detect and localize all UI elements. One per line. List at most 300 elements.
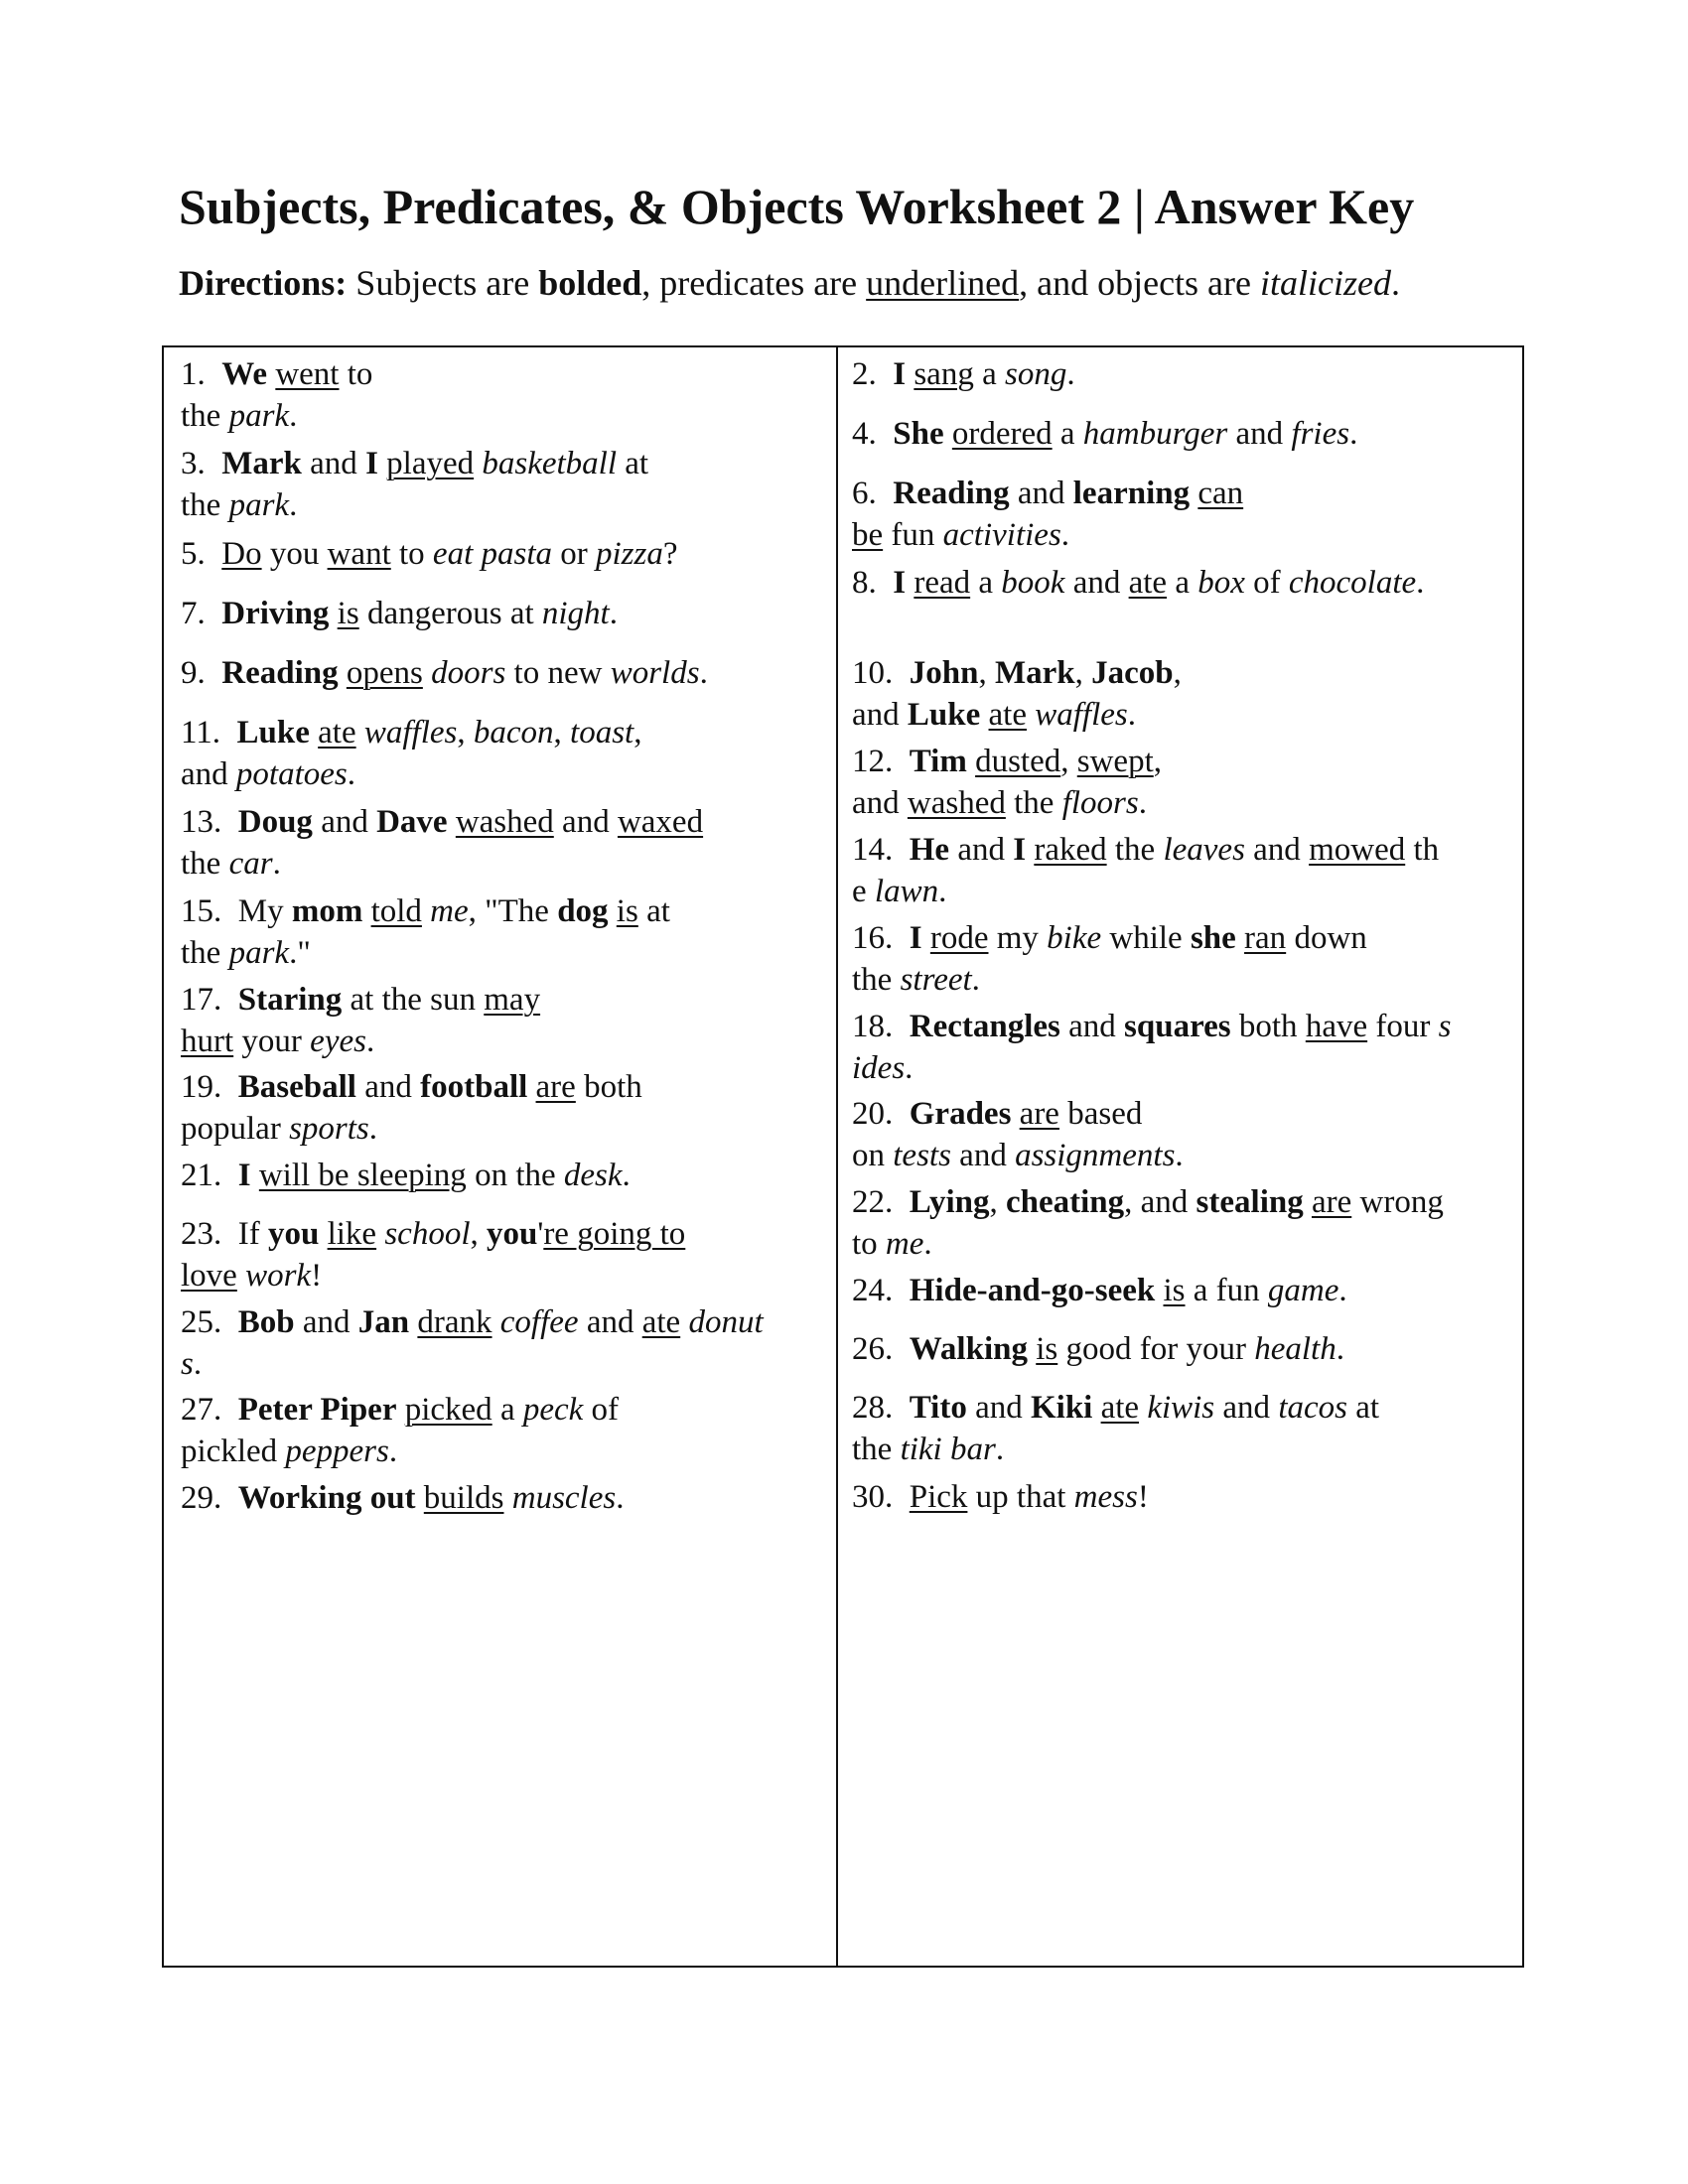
underlined-text: ate — [1100, 1390, 1140, 1426]
answer-item-19 — [181, 1066, 642, 1150]
italic-text: tacos — [1278, 1390, 1347, 1426]
plain-text: . — [971, 962, 980, 998]
italic-text: assignments — [1015, 1138, 1176, 1173]
bold-text: She — [893, 416, 944, 452]
answer-item-7 — [181, 593, 618, 634]
bold-text: Working out — [237, 1480, 416, 1516]
bold-text: Hide-and-go-seek — [909, 1273, 1156, 1308]
bold-text: John — [909, 655, 979, 691]
plain-text: to new — [505, 655, 611, 691]
plain-text: and — [294, 1304, 358, 1340]
plain-text: both — [1230, 1009, 1306, 1044]
bold-text: Lying — [909, 1184, 990, 1220]
plain-text: ! — [311, 1258, 323, 1294]
italic-text: doors — [431, 655, 506, 691]
answer-line — [181, 979, 540, 1021]
bold-text: Mark — [994, 655, 1075, 691]
italic-text: bacon — [473, 715, 554, 751]
underlined-text: Pick — [909, 1479, 968, 1515]
bold-text: Staring — [237, 982, 343, 1018]
bold-text: Luke — [236, 715, 310, 751]
directions-italic-text: italicized — [1260, 263, 1391, 303]
bold-text: I — [237, 1158, 251, 1193]
bold-text: We — [221, 356, 268, 392]
plain-text — [492, 1304, 500, 1340]
plain-text: 15. My — [181, 893, 292, 929]
underlined-text: are — [1311, 1184, 1352, 1220]
plain-text: 12. — [852, 744, 910, 779]
answer-line — [852, 1270, 1347, 1311]
plain-text: 22. — [852, 1184, 910, 1220]
italic-text: desk — [563, 1158, 623, 1193]
answer-item-5 — [181, 533, 678, 575]
plain-text: while — [1101, 920, 1191, 956]
plain-text — [339, 655, 347, 691]
plain-text: , — [1060, 744, 1077, 779]
plain-text: . — [1336, 1331, 1344, 1367]
plain-text: th — [1405, 832, 1440, 868]
underlined-text: have — [1305, 1009, 1368, 1044]
plain-text: pickled — [181, 1433, 286, 1469]
answer-line — [181, 1477, 624, 1519]
plain-text: , and — [1124, 1184, 1196, 1220]
directions-plain-text: Subjects are — [347, 263, 539, 303]
plain-text: ' — [537, 1216, 544, 1252]
underlined-text: ate — [318, 715, 356, 751]
answer-line — [852, 1328, 1344, 1370]
plain-text: . — [272, 846, 281, 882]
plain-text — [362, 893, 370, 929]
plain-text: down — [1286, 920, 1367, 956]
plain-text: 14. — [852, 832, 910, 868]
italic-text: donut — [688, 1304, 764, 1340]
underlined-text: hurt — [181, 1024, 234, 1059]
answer-item-22 — [852, 1181, 1444, 1265]
bold-text: Walking — [909, 1331, 1028, 1367]
underlined-text: mowed — [1309, 832, 1406, 868]
page-title: Subjects, Predicates, & Objects Worksheet 2 | Answer Key — [179, 179, 1415, 234]
plain-text: the — [1005, 785, 1062, 821]
plain-text: 11. — [181, 715, 237, 751]
italic-text: s — [181, 1346, 194, 1382]
plain-text: 28. — [852, 1390, 910, 1426]
plain-text — [1155, 1273, 1163, 1308]
answer-line — [852, 1093, 1184, 1135]
plain-text: a — [1052, 416, 1083, 452]
plain-text: 5. — [181, 536, 222, 572]
plain-text: . — [365, 1024, 375, 1059]
plain-text — [422, 893, 430, 929]
directions-plain-text: , and objects are — [1019, 263, 1261, 303]
plain-text: good for your — [1057, 1331, 1255, 1367]
answer-line — [181, 1431, 619, 1472]
answer-line — [852, 1135, 1184, 1176]
bold-text: Jacob — [1091, 655, 1174, 691]
plain-text: . — [289, 487, 298, 523]
plain-text: . — [938, 874, 947, 909]
italic-text: lawn — [874, 874, 939, 909]
plain-text: a — [492, 1392, 523, 1428]
answer-line — [852, 1476, 1149, 1518]
plain-text — [609, 893, 617, 929]
bold-text: He — [909, 832, 950, 868]
plain-text: . — [347, 756, 355, 792]
italic-text: leaves — [1163, 832, 1245, 868]
underlined-text: will be sleeping — [258, 1158, 467, 1193]
plain-text — [967, 744, 975, 779]
bold-text: learning — [1072, 476, 1191, 511]
answer-line — [852, 1429, 1379, 1470]
plain-text: 21. — [181, 1158, 238, 1193]
plain-text: 10. — [852, 655, 910, 691]
bold-text: Driving — [221, 596, 330, 631]
underlined-text: are — [1019, 1096, 1059, 1132]
bold-text: squares — [1124, 1009, 1231, 1044]
plain-text: a — [1167, 565, 1198, 601]
plain-text: based — [1058, 1096, 1143, 1132]
bold-text: football — [420, 1069, 528, 1105]
bold-text: dog — [557, 893, 609, 929]
plain-text — [1092, 1390, 1100, 1426]
underlined-text: played — [386, 446, 475, 481]
bold-text: Doug — [237, 804, 313, 840]
answer-item-4 — [852, 413, 1357, 455]
italic-text: song — [1005, 356, 1067, 392]
bold-text: you — [267, 1216, 320, 1252]
italic-text: tests — [893, 1138, 951, 1173]
plain-text: 23. If — [181, 1216, 268, 1252]
answer-item-6 — [852, 473, 1243, 556]
plain-text: 7. — [181, 596, 222, 631]
underlined-text: went — [275, 356, 340, 392]
plain-text: 26. — [852, 1331, 910, 1367]
answer-line — [852, 413, 1357, 455]
italic-text: coffee — [499, 1304, 579, 1340]
column-divider — [836, 347, 838, 1966]
plain-text: four — [1367, 1009, 1439, 1044]
plain-text: up that — [967, 1479, 1074, 1515]
plain-text — [944, 416, 952, 452]
plain-text: and — [852, 785, 908, 821]
bold-text: I — [365, 446, 378, 481]
italic-text: eyes — [310, 1024, 366, 1059]
underlined-text: ate — [988, 697, 1027, 733]
italic-text: waffles — [1035, 697, 1128, 733]
answer-item-28 — [852, 1387, 1379, 1470]
underlined-text: drank — [417, 1304, 492, 1340]
italic-text: work — [245, 1258, 312, 1294]
plain-text: . — [1175, 1138, 1184, 1173]
bold-text: Luke — [907, 697, 981, 733]
directions-text — [347, 263, 1400, 303]
answer-item-18 — [852, 1006, 1451, 1089]
answer-line — [181, 1389, 619, 1431]
italic-text: car — [228, 846, 273, 882]
plain-text — [1236, 920, 1244, 956]
plain-text: dangerous at — [358, 596, 542, 631]
plain-text: , — [553, 715, 571, 751]
plain-text: or — [552, 536, 596, 572]
bold-text: Kiki — [1030, 1390, 1093, 1426]
plain-text: . — [609, 596, 618, 631]
plain-text: 30. — [852, 1479, 910, 1515]
plain-text — [980, 697, 988, 733]
bold-text: Tim — [909, 744, 967, 779]
plain-text: my — [988, 920, 1048, 956]
answer-item-3 — [181, 443, 648, 526]
plain-text: to — [852, 1226, 886, 1262]
plain-text: of — [583, 1392, 620, 1428]
underlined-text: picked — [404, 1392, 492, 1428]
plain-text: 9. — [181, 655, 222, 691]
plain-text: ." — [289, 935, 311, 971]
answer-line — [852, 959, 1367, 1001]
plain-text: popular — [181, 1111, 290, 1147]
answer-line — [181, 1155, 631, 1196]
plain-text: the — [852, 962, 901, 998]
underlined-text: opens — [346, 655, 423, 691]
bold-text: Mark — [221, 446, 302, 481]
answer-line — [181, 484, 648, 526]
answer-line — [181, 1301, 764, 1343]
directions-bold-text: bolded — [538, 263, 642, 303]
italic-text: bike — [1047, 920, 1102, 956]
answer-line — [181, 932, 670, 974]
plain-text: to — [339, 356, 373, 392]
italic-text: activities — [942, 517, 1061, 553]
plain-text: . — [388, 1433, 398, 1469]
plain-text: the — [181, 935, 229, 971]
plain-text: and — [966, 1390, 1031, 1426]
plain-text: and — [852, 697, 908, 733]
answer-item-27 — [181, 1389, 619, 1472]
answer-line — [852, 871, 1439, 912]
underlined-text: ate — [641, 1304, 681, 1340]
answer-line — [181, 890, 670, 932]
answer-line — [181, 843, 703, 885]
italic-text: s — [1438, 1009, 1452, 1044]
bold-text: I — [893, 565, 907, 601]
plain-text: , — [470, 1216, 487, 1252]
italic-text: toast — [570, 715, 634, 751]
underlined-text: rode — [929, 920, 989, 956]
answer-item-1 — [181, 353, 372, 437]
plain-text: you — [261, 536, 328, 572]
bold-text: you — [487, 1216, 538, 1252]
underlined-text: is — [1036, 1331, 1058, 1367]
plain-text — [378, 446, 386, 481]
plain-text: 27. — [181, 1392, 238, 1428]
answer-line — [181, 801, 703, 843]
directions — [179, 260, 1400, 307]
plain-text — [1028, 1331, 1036, 1367]
plain-text: and — [301, 446, 366, 481]
answer-item-24 — [852, 1270, 1347, 1311]
bold-text: Grades — [909, 1096, 1012, 1132]
plain-text: at — [1346, 1390, 1380, 1426]
plain-text: 4. — [852, 416, 894, 452]
plain-text — [396, 1392, 404, 1428]
directions-underlined-text: underlined — [866, 263, 1020, 303]
answer-item-30 — [852, 1476, 1149, 1518]
plain-text: . — [1138, 785, 1147, 821]
answer-item-23 — [181, 1213, 685, 1297]
bold-text: she — [1190, 920, 1236, 956]
bold-text: Bob — [237, 1304, 295, 1340]
plain-text: . — [1066, 356, 1075, 392]
italic-text: eat pasta — [432, 536, 552, 572]
answer-item-11 — [181, 712, 641, 795]
underlined-text: can — [1197, 476, 1244, 511]
italic-text: waffles — [363, 715, 458, 751]
answer-item-29 — [181, 1477, 624, 1519]
answer-line — [852, 353, 1075, 395]
plain-text: and — [950, 1138, 1016, 1173]
underlined-text: be — [852, 517, 884, 553]
underlined-text: washed — [455, 804, 554, 840]
directions-plain-text: , predicates are — [641, 263, 867, 303]
answer-item-9 — [181, 652, 708, 694]
underlined-text: may — [484, 982, 541, 1018]
italic-text: box — [1197, 565, 1245, 601]
plain-text: a fun — [1185, 1273, 1268, 1308]
answer-line — [181, 533, 678, 575]
bold-text: Rectangles — [909, 1009, 1060, 1044]
underlined-text: told — [370, 893, 422, 929]
plain-text: . — [1127, 697, 1137, 733]
italic-text: potatoes — [235, 756, 348, 792]
plain-text: and — [578, 1304, 642, 1340]
plain-text — [251, 1158, 259, 1193]
plain-text: , — [1153, 744, 1162, 779]
plain-text: . — [289, 398, 298, 434]
underlined-text: ran — [1244, 920, 1287, 956]
bold-text: Baseball — [237, 1069, 356, 1105]
answer-line — [852, 652, 1182, 694]
bold-text: I — [909, 920, 922, 956]
underlined-text: re going to — [543, 1216, 686, 1252]
underlined-text: want — [327, 536, 391, 572]
plain-text: ? — [662, 536, 678, 572]
plain-text: 25. — [181, 1304, 238, 1340]
directions-plain-text: . — [1391, 263, 1400, 303]
answer-line — [852, 829, 1439, 871]
answer-line — [181, 1108, 642, 1150]
italic-text: peck — [522, 1392, 584, 1428]
answer-line — [852, 917, 1367, 959]
underlined-text: washed — [907, 785, 1006, 821]
plain-text — [1304, 1184, 1312, 1220]
italic-text: chocolate — [1288, 565, 1417, 601]
answer-item-10 — [852, 652, 1182, 736]
plain-text: the — [181, 846, 229, 882]
underlined-text: waxed — [617, 804, 704, 840]
directions-label: Directions: — [179, 263, 348, 303]
plain-text — [922, 920, 930, 956]
plain-text: at the sun — [342, 982, 485, 1018]
plain-text: at — [617, 446, 649, 481]
plain-text: 19. — [181, 1069, 238, 1105]
plain-text: . — [1349, 416, 1358, 452]
plain-text: your — [233, 1024, 311, 1059]
plain-text: the — [181, 398, 229, 434]
answer-line — [181, 1021, 540, 1062]
answer-line — [852, 694, 1182, 736]
plain-text: . — [1060, 517, 1070, 553]
answer-item-8 — [852, 562, 1424, 604]
plain-text — [503, 1480, 511, 1516]
plain-text: 13. — [181, 804, 238, 840]
plain-text: , — [1173, 655, 1182, 691]
answer-line — [852, 1181, 1444, 1223]
italic-text: park — [228, 935, 290, 971]
plain-text: and — [1064, 565, 1129, 601]
plain-text — [1027, 697, 1035, 733]
italic-text: health — [1254, 1331, 1336, 1367]
plain-text: and — [1227, 416, 1292, 452]
underlined-text: is — [616, 893, 638, 929]
bold-text: cheating — [1005, 1184, 1125, 1220]
underlined-text: is — [1163, 1273, 1186, 1308]
plain-text: and — [1059, 1009, 1125, 1044]
answer-key-table — [162, 345, 1524, 1968]
plain-text — [1011, 1096, 1019, 1132]
bold-text: Tito — [909, 1390, 967, 1426]
answer-line — [181, 753, 641, 795]
plain-text: a — [970, 565, 1002, 601]
italic-text: worlds — [610, 655, 700, 691]
italic-text: tiki bar — [900, 1432, 996, 1467]
answer-item-25 — [181, 1301, 764, 1385]
plain-text — [448, 804, 456, 840]
plain-text: 8. — [852, 565, 894, 601]
answer-line — [181, 353, 372, 395]
underlined-text: are — [535, 1069, 576, 1105]
italic-text: muscles — [511, 1480, 617, 1516]
italic-text: street — [900, 962, 972, 998]
italic-text: basketball — [482, 446, 618, 481]
plain-text: , — [1074, 655, 1092, 691]
plain-text: both — [575, 1069, 642, 1105]
plain-text: 17. — [181, 982, 238, 1018]
plain-text: and — [553, 804, 618, 840]
underlined-text: swept — [1076, 744, 1154, 779]
answer-item-21 — [181, 1155, 631, 1196]
plain-text — [416, 1480, 424, 1516]
bold-text: I — [1013, 832, 1027, 868]
plain-text: and — [181, 756, 236, 792]
underlined-text: love — [181, 1258, 237, 1294]
plain-text: . — [622, 1158, 631, 1193]
plain-text: the — [852, 1432, 901, 1467]
bold-text: Jan — [357, 1304, 410, 1340]
answer-item-13 — [181, 801, 703, 885]
underlined-text: is — [337, 596, 359, 631]
answer-line — [852, 473, 1243, 514]
plain-text — [329, 596, 337, 631]
plain-text: e — [852, 874, 875, 909]
plain-text: and — [1214, 1390, 1279, 1426]
plain-text: 16. — [852, 920, 910, 956]
italic-text: kiwis — [1147, 1390, 1215, 1426]
plain-text: . — [699, 655, 708, 691]
plain-text: 1. — [181, 356, 222, 392]
plain-text: . — [616, 1480, 625, 1516]
bold-text: Dave — [376, 804, 448, 840]
answer-item-17 — [181, 979, 540, 1062]
plain-text — [310, 715, 318, 751]
plain-text — [356, 715, 364, 751]
